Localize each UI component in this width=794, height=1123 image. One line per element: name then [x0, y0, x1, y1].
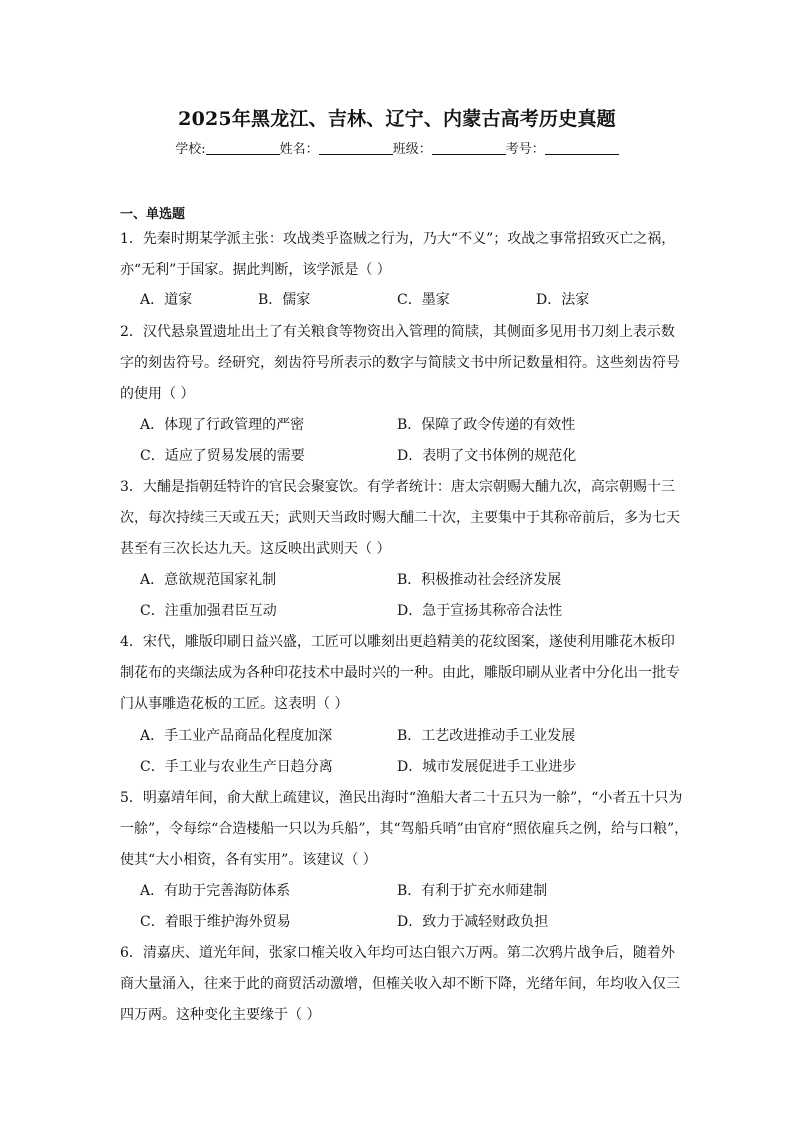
name-label: 姓名：: [279, 142, 319, 157]
question-1-option-b[interactable]: B．儒家: [258, 292, 311, 308]
question-2-option-c[interactable]: C．适应了贸易发展的需要: [140, 448, 305, 464]
class-blank: [432, 141, 506, 155]
question-1-option-c[interactable]: C．墨家: [397, 292, 450, 308]
question-3-option-b[interactable]: B．积极推动社会经济发展: [397, 572, 562, 588]
question-5-line: 5．明嘉靖年间，俞大猷上疏建议，渔民出海时“渔船大者二十五只为一艅”，“小者五十只为: [120, 790, 683, 806]
school-blank: [206, 141, 280, 155]
question-2-line: 的使用（ ）: [120, 386, 195, 402]
question-3-line: 甚至有三次长达九天。这反映出武则天（ ）: [120, 541, 391, 557]
question-5-option-d[interactable]: D．致力于减轻财政负担: [397, 914, 549, 930]
question-1-option-a[interactable]: A．道家: [140, 292, 193, 308]
section-heading: 一、单选题: [120, 207, 186, 222]
question-4-option-b[interactable]: B．工艺改进推动手工业发展: [397, 728, 576, 744]
student-info-row: [0, 138, 794, 157]
question-4-option-a[interactable]: A．手工业产品商品化程度加深: [140, 728, 333, 744]
page-title: 2025年黑龙江、吉林、辽宁、内蒙古高考历史真题: [178, 108, 616, 130]
question-1-option-d[interactable]: D．法家: [536, 292, 590, 308]
question-5-option-b[interactable]: B．有利于扩充水师建制: [397, 883, 548, 899]
question-5-line: 使其“大小相资，各有实用”。该建议（ ）: [120, 852, 377, 868]
question-3-line: 次，每次持续三天或五天；武则天当政时赐大酺二十次，主要集中于其称帝前后，多为七天: [120, 510, 680, 526]
question-3-option-c[interactable]: C．注重加强君臣互动: [140, 603, 277, 619]
id-blank: [545, 141, 619, 155]
question-1-line: 亦“无利”于国家。据此判断，该学派是（ ）: [120, 262, 391, 278]
question-4-line: 门从事雕造花板的工匠。这表明（ ）: [120, 696, 349, 712]
question-4-option-c[interactable]: C．手工业与农业生产日趋分离: [140, 759, 333, 775]
question-6-line: 四万两。这种变化主要缘于（ ）: [120, 1007, 321, 1023]
question-3-option-a[interactable]: A．意欲规范国家礼制: [140, 572, 277, 588]
question-6-line: 6．清嘉庆、道光年间，张家口榷关收入年均可达白银六万两。第二次鸦片战争后，随着外: [120, 945, 675, 961]
school-label: 学校:: [175, 142, 206, 157]
id-label: 考号：: [505, 142, 545, 157]
question-2-line: 2．汉代悬泉置遗址出土了有关粮食等物资出入管理的简牍，其侧面多见用书刀刻上表示数: [120, 324, 675, 340]
question-5-option-a[interactable]: A．有助于完善海防体系: [140, 883, 291, 899]
question-2-option-b[interactable]: B．保障了政令传递的有效性: [397, 417, 576, 433]
question-4-line: 4．宋代，雕版印刷日益兴盛，工匠可以雕刻出更趋精美的花纹图案，遂使利用雕花木板印: [120, 634, 675, 650]
question-3-line: 3．大酺是指朝廷特许的官民会聚宴饮。有学者统计：唐太宗朝赐大酺九次，高宗朝赐十三: [120, 479, 675, 495]
question-5-line: 一艅”，令每综“合造楼船一只以为兵船”，其“驾船兵哨”由官府“照依雇兵之例，给与口粮”，: [120, 821, 689, 837]
question-2-option-d[interactable]: D．表明了文书体例的规范化: [397, 448, 577, 464]
question-1-line: 1．先秦时期某学派主张：攻战类乎盗贼之行为，乃大“不义”；攻战之事常招致灭亡之祸，: [120, 231, 676, 247]
question-2-line: 字的刻齿符号。经研究，刻齿符号所表示的数字与简牍文书中所记数量相符。这些刻齿符号: [120, 355, 680, 371]
question-4-option-d[interactable]: D．城市发展促进手工业进步: [397, 759, 577, 775]
question-4-line: 制花布的夹缬法成为各种印花技术中最时兴的一种。由此，雕版印刷从业者中分化出一批专: [120, 665, 680, 681]
class-label: 班级：: [392, 142, 432, 157]
question-3-option-d[interactable]: D．急于宣扬其称帝合法性: [397, 603, 563, 619]
question-5-option-c[interactable]: C．着眼于维护海外贸易: [140, 914, 291, 930]
question-6-line: 商大量涌入，往来于此的商贸活动激增，但榷关收入却不断下降，光绪年间，年均收入仅三: [120, 976, 680, 992]
question-2-option-a[interactable]: A．体现了行政管理的严密: [140, 417, 305, 433]
name-blank: [319, 141, 393, 155]
